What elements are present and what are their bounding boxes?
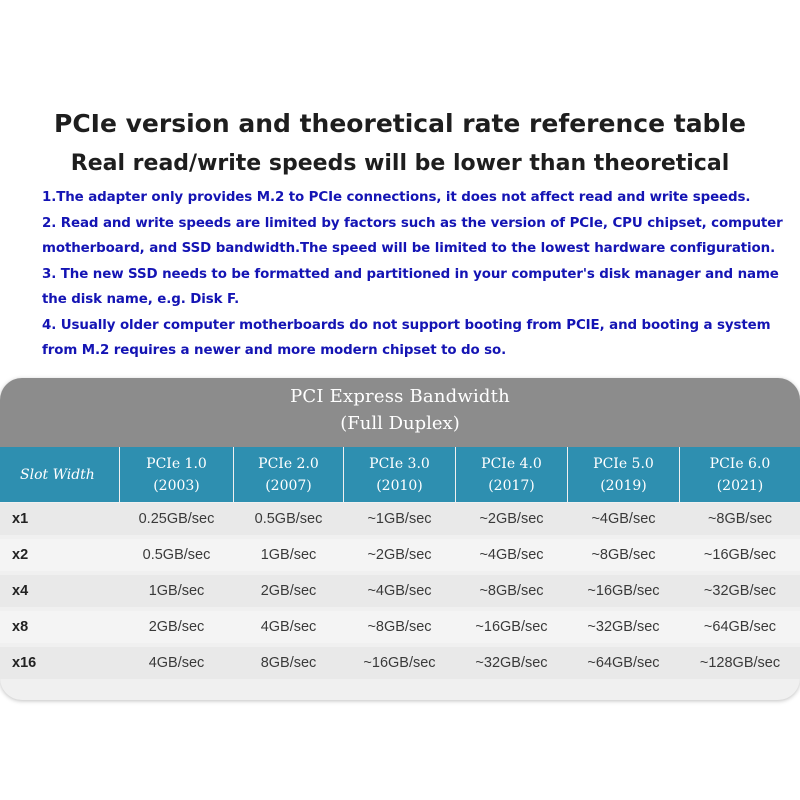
column-header-year: (2017): [488, 477, 535, 494]
bandwidth-cell: ~8GB/sec: [367, 619, 432, 635]
bandwidth-cell: ~16GB/sec: [703, 547, 777, 563]
page-subtitle: Real read/write speeds will be lower than theoretical: [70, 151, 730, 176]
bandwidth-cell: ~32GB/sec: [587, 619, 660, 635]
note-item: 2. Read and write speeds are limited by factors such as the version of PCIe, CPU chipset, computer motherboard, and SSD bandwidth.The speed will be limited to the lowest hardware configuration.: [42, 215, 783, 256]
bandwidth-cell: ~16GB/sec: [363, 655, 436, 671]
note-item: 3. The new SSD needs to be formatted and partitioned in your computer's disk manager and name the disk name, e.g. Disk F.: [42, 266, 779, 307]
bandwidth-cell: ~16GB/sec: [587, 583, 660, 599]
bandwidth-cell: ~4GB/sec: [367, 583, 432, 599]
bandwidth-table-card: [0, 378, 800, 700]
table-heading: [0, 378, 800, 447]
slot-width-header: [0, 447, 119, 502]
note-item: 1.The adapter only provides M.2 to PCIe connections, it does not affect read and write speeds.: [42, 190, 751, 205]
bandwidth-cell: 2GB/sec: [148, 619, 205, 635]
column-header-year: (2003): [153, 477, 200, 494]
slot-width-cell: x2: [12, 547, 29, 563]
bandwidth-cell: ~2GB/sec: [367, 547, 432, 563]
bandwidth-cell: ~1GB/sec: [367, 511, 432, 527]
bandwidth-cell: 4GB/sec: [148, 655, 205, 671]
slot-width-header-label: Slot Width: [20, 466, 95, 483]
column-header-version: PCIe 1.0: [146, 455, 207, 472]
column-header-pcie-4: [456, 447, 567, 502]
column-header-year: (2019): [600, 477, 647, 494]
column-header-version: PCIe 5.0: [593, 455, 654, 472]
slot-width-cell: x4: [12, 583, 29, 599]
bandwidth-cell: ~2GB/sec: [479, 511, 544, 527]
table-heading-subtitle: (Full Duplex): [340, 413, 460, 434]
bandwidth-cell: 8GB/sec: [260, 655, 317, 671]
bandwidth-cell: ~32GB/sec: [703, 583, 777, 599]
bandwidth-cell: ~4GB/sec: [591, 511, 656, 527]
column-header-year: (2021): [716, 477, 764, 494]
bandwidth-cell: ~64GB/sec: [587, 655, 660, 671]
bandwidth-cell: ~4GB/sec: [479, 547, 544, 563]
column-header-pcie-2: [234, 447, 343, 502]
bandwidth-cell: 0.5GB/sec: [254, 511, 323, 527]
bandwidth-cell: 1GB/sec: [148, 583, 205, 599]
column-header-pcie-1: [120, 447, 233, 502]
bandwidth-cell: ~8GB/sec: [479, 583, 544, 599]
note-item: 4. Usually older computer motherboards do not support booting from PCIE, and booting a system from M.2 requires a newer and more modern chipset to do so.: [42, 317, 771, 358]
bandwidth-cell: 4GB/sec: [260, 619, 317, 635]
page-title: PCIe version and theoretical rate reference table: [54, 109, 746, 138]
table-heading-title: PCI Express Bandwidth: [290, 386, 510, 407]
column-header-version: PCIe 6.0: [709, 455, 771, 472]
bandwidth-cell: ~128GB/sec: [699, 655, 781, 671]
bandwidth-cell: ~16GB/sec: [475, 619, 548, 635]
column-header-version: PCIe 3.0: [369, 455, 430, 472]
column-header-year: (2010): [376, 477, 423, 494]
slot-width-cell: x1: [12, 511, 29, 527]
bandwidth-cell: 2GB/sec: [260, 583, 317, 599]
column-header-version: PCIe 4.0: [481, 455, 542, 472]
column-header-year: (2007): [265, 477, 312, 494]
bandwidth-cell: ~8GB/sec: [591, 547, 656, 563]
bandwidth-cell: 0.5GB/sec: [142, 547, 211, 563]
column-header-pcie-5: [568, 447, 679, 502]
bandwidth-cell: ~32GB/sec: [475, 655, 548, 671]
column-header-pcie-3: [344, 447, 455, 502]
bandwidth-cell: ~8GB/sec: [707, 511, 773, 527]
bandwidth-cell: 1GB/sec: [260, 547, 317, 563]
column-header-version: PCIe 2.0: [258, 455, 319, 472]
slot-width-cell: x8: [12, 619, 29, 635]
column-header-pcie-6: [680, 447, 800, 502]
bandwidth-cell: 0.25GB/sec: [138, 511, 215, 527]
slot-width-cell: x16: [12, 655, 37, 671]
notes-list: [42, 185, 792, 364]
bandwidth-cell: ~64GB/sec: [703, 619, 777, 635]
